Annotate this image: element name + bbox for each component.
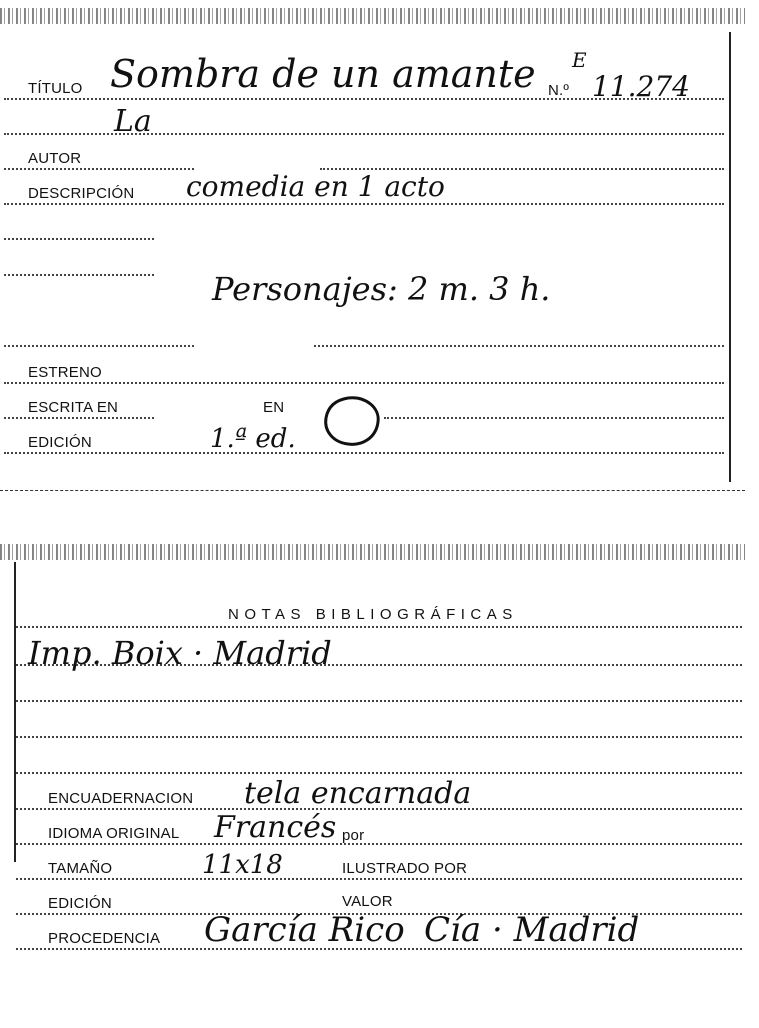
descripcion-line — [4, 203, 724, 205]
idioma-original-value: Francés — [214, 810, 337, 845]
blank-line — [4, 238, 154, 240]
en-label: EN — [263, 399, 285, 416]
autor-label: AUTOR — [28, 150, 82, 167]
numero-label: N.º — [548, 82, 570, 99]
escrita-en-label: ESCRITA EN — [28, 399, 119, 416]
blank-line — [4, 345, 194, 347]
titulo-value: Sombra de un amante — [110, 52, 536, 96]
edicion-value: 1.ª ed. — [210, 424, 296, 454]
encuadernacion-label: ENCUADERNACION — [48, 790, 194, 807]
card-torn-edge — [0, 8, 745, 24]
por-label: por — [342, 827, 365, 844]
notas-line — [16, 626, 742, 628]
bottom-catalog-card — [0, 540, 745, 1028]
top-catalog-card — [0, 0, 745, 492]
notas-heading: NOTAS BIBLIOGRÁFICAS — [228, 606, 518, 623]
card-bottom-edge — [0, 490, 745, 491]
autor-line — [4, 168, 194, 170]
notas-line — [16, 772, 742, 774]
notas-line — [16, 700, 742, 702]
procedencia-label: PROCEDENCIA — [48, 930, 161, 947]
descripcion-label: DESCRIPCIÓN — [28, 185, 135, 202]
encuadernacion-value: tela encarnada — [244, 776, 472, 811]
tamano-label: TAMAÑO — [48, 860, 113, 877]
card-torn-edge — [0, 544, 745, 560]
titulo-articulo: La — [114, 104, 152, 139]
ilustrado-por-label: ILUSTRADO POR — [342, 860, 468, 877]
valor-label: VALOR — [342, 893, 393, 910]
personajes-value: Personajes: 2 m. 3 h. — [212, 270, 551, 308]
titulo-label: TÍTULO — [28, 80, 83, 97]
blank-line — [4, 133, 724, 135]
idioma-line — [16, 843, 742, 845]
idioma-original-label: IDIOMA ORIGINAL — [48, 825, 180, 842]
escrita-line-right — [384, 417, 724, 419]
escrita-line — [4, 417, 154, 419]
blank-line — [4, 274, 154, 276]
descripcion-value: comedia en 1 acto — [186, 170, 445, 203]
estreno-line — [4, 382, 724, 384]
procedencia-lugar-value: Cía · Madrid — [424, 910, 640, 950]
blank-line — [314, 345, 724, 347]
edicion-line — [4, 452, 724, 454]
tamano-line — [16, 878, 742, 880]
estreno-label: ESTRENO — [28, 364, 102, 381]
tamano-value: 11x18 — [202, 850, 283, 880]
edicion-label: EDICIÓN — [48, 895, 112, 912]
procedencia-value: García Rico — [204, 910, 405, 950]
circle-mark-icon — [318, 392, 384, 450]
notas-line — [16, 736, 742, 738]
notas-value: Imp. Boix · Madrid — [28, 634, 332, 672]
numero-prefix: E — [572, 48, 587, 72]
numero-value: 11.274 — [592, 70, 690, 103]
notas-line — [16, 664, 742, 666]
edicion-label: EDICIÓN — [28, 434, 92, 451]
procedencia-line — [16, 948, 742, 950]
